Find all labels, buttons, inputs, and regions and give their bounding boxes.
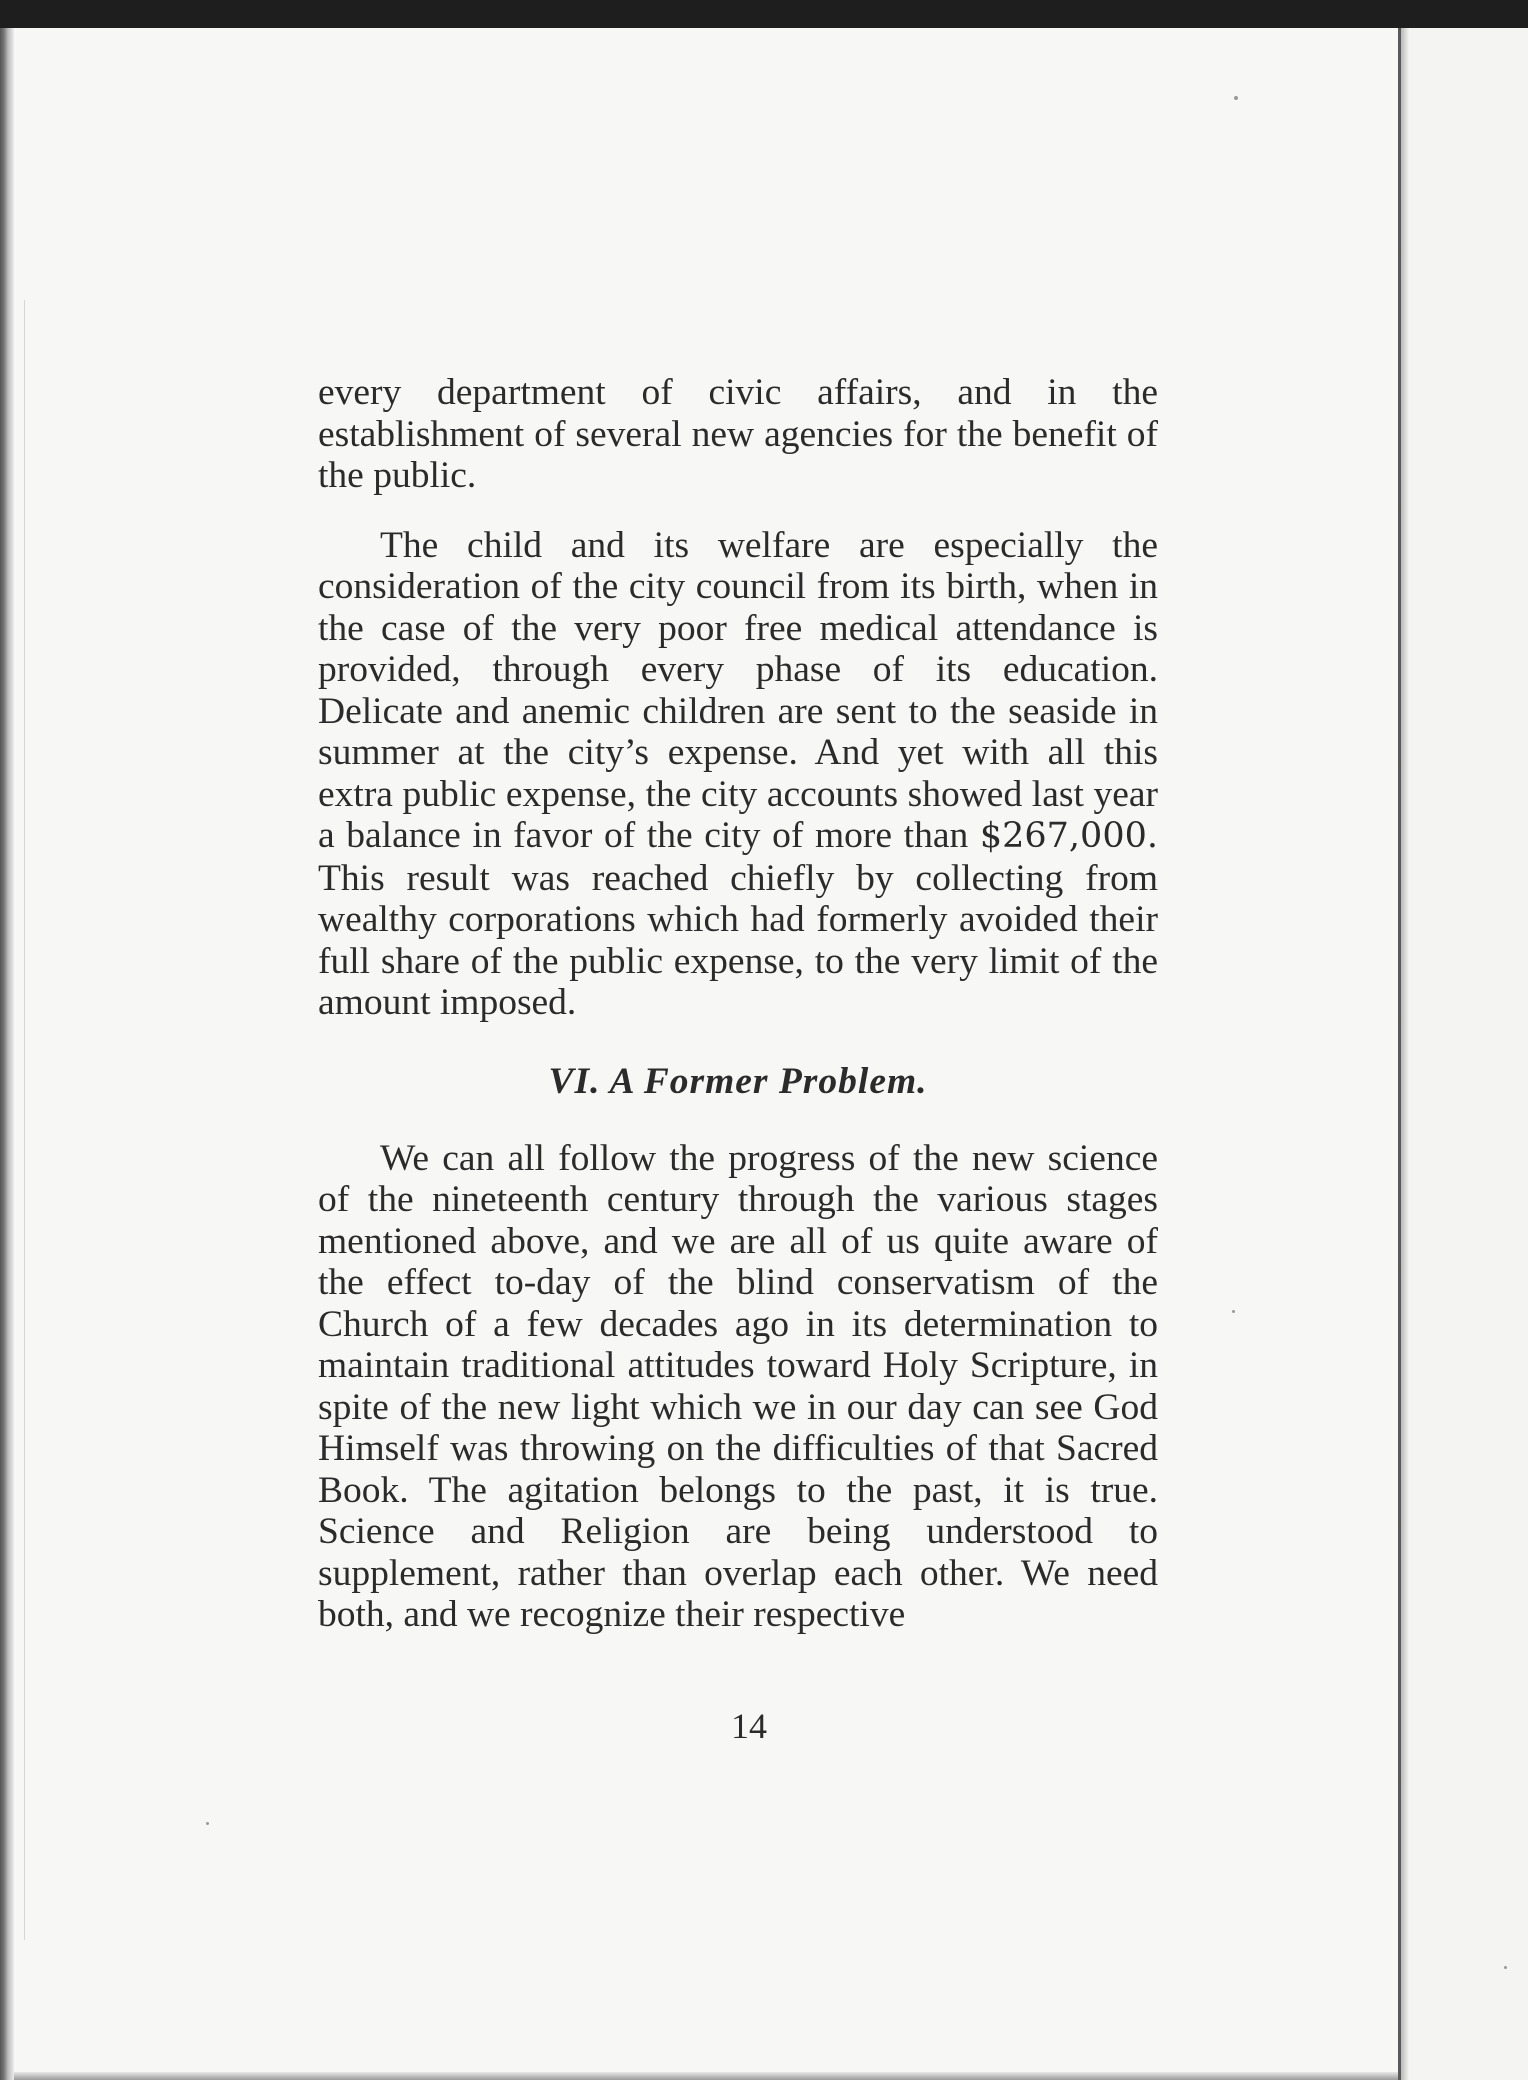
paper-speck [1232,1310,1235,1313]
section-heading: VI. A Former Problem. [548,1060,928,1102]
page-number [0,1706,1528,1746]
paragraph-text: This result was reached chiefly by collecting from wealthy corporations which had formerly avoided their full share of the public expense, to the very limit of the amount imposed. [318,857,1158,1023]
scan-top-border [0,0,1528,28]
facing-page-margin [1398,28,1528,2080]
paper-speck [206,1822,209,1825]
book-bottom-edge [14,2072,1398,2080]
paper-speck [1234,96,1238,100]
page-crease-line [24,300,25,1940]
book-left-edge [0,28,14,2080]
page-text [318,372,1158,1636]
page-number-text: 14 [731,1706,767,1746]
gutter-shadow [1401,28,1409,2080]
balance-amount: $267,000. [979,816,1158,856]
paragraph-text: The child and its welfare are especially the consideration of the city council from its birth, when in the case of the very poor free medical attendance is provided, through every phase of its education. Delicate and anemic children are sent to the seaside in summer at the city’s expense. And yet with all this extra public expense, the city accounts showed last year a balance in favor of the city of more than [318,524,1158,856]
paper-speck [1504,1966,1507,1969]
paragraph-continuation: every department of civic affairs, and in the establishment of several new agencies for the benefit of the public. [318,372,1158,496]
paragraph-child-welfare [318,525,1158,1024]
paragraph-former-problem: We can all follow the progress of the new science of the nineteenth century through the various stages mentioned above, and we are all of us quite aware of the effect to-day of the blind conservatism of the Church of a few decades ago in its determination to maintain traditional attitudes toward Holy Scripture, in spite of the new light which we in our day can see God Himself was throwing on the difficulties of that Sacred Book. The agitation belongs to the past, it is true. Science and Religion are being understood to supplement, rather than overlap each other. We need both, and we recognize their respective [318,1137,1158,1635]
